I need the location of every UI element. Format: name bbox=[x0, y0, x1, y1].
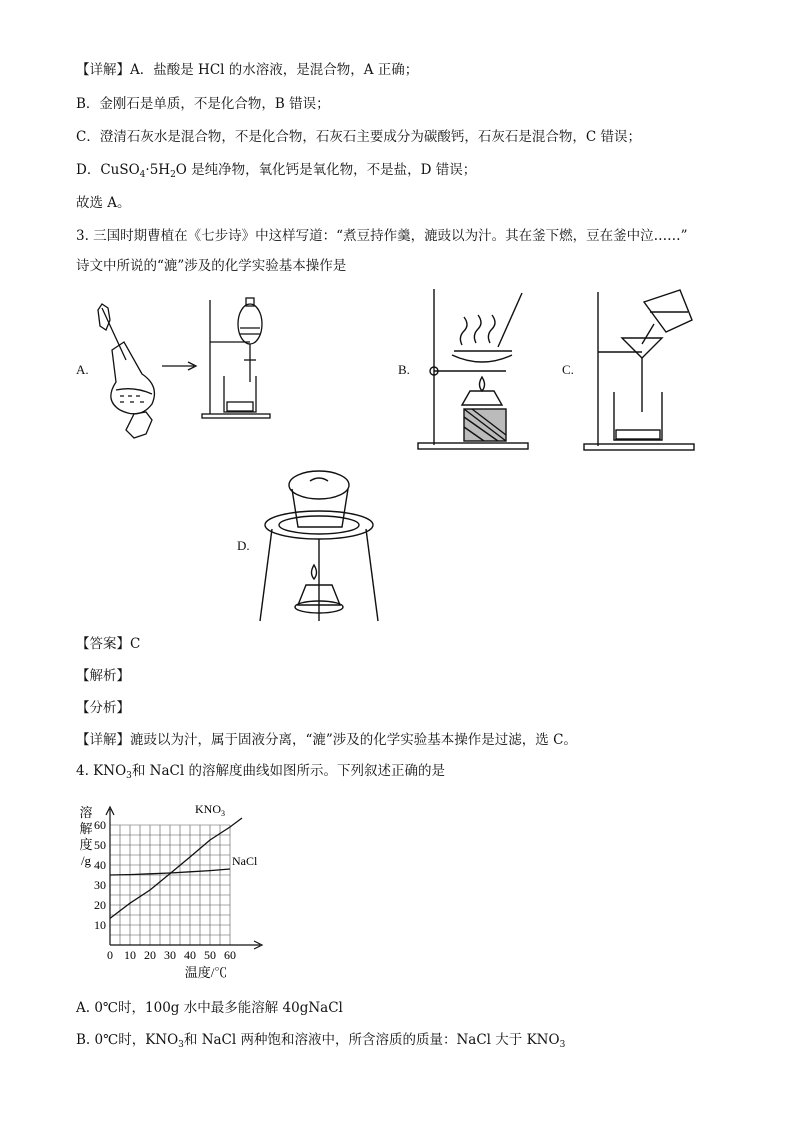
solubility-chart bbox=[70, 795, 290, 985]
q4-option-b bbox=[76, 1030, 565, 1055]
series-label-nacl: NaCl bbox=[232, 854, 258, 868]
option-d-figure bbox=[252, 455, 387, 630]
option-b-figure bbox=[412, 285, 542, 455]
d-option-text-c: O 是纯净物，氧化钙是氧化物，不是盐，D 错误； bbox=[175, 162, 477, 178]
q4-option-a: A. 0℃时，100g 水中最多能溶解 40gNaCl bbox=[76, 1000, 343, 1016]
option-a-figure bbox=[90, 290, 290, 455]
y-tick-label: 50 bbox=[94, 838, 106, 852]
option-a-label: A. bbox=[76, 362, 89, 377]
q3-stem-line-2: 诗文中所说的“漉”涉及的化学实验基本操作是 bbox=[76, 258, 347, 274]
d-option-text-b: ·5H bbox=[145, 162, 171, 178]
x-tick-label: 40 bbox=[184, 948, 196, 962]
series-label-kno3: $KNO_3$ bbox=[195, 802, 225, 818]
q3-fenxi: 【分析】 bbox=[76, 700, 130, 716]
q4-stem-sub: 3 bbox=[126, 771, 132, 781]
q4-stem-post: 和 NaCl 的溶解度曲线如图所示。下列叙述正确的是 bbox=[131, 763, 445, 779]
q3-stem-line-1: 3. 三国时期曹植在《七步诗》中这样写道：“煮豆持作羹，漉豉以为汁。其在釜下燃，豆在釜中泣……” bbox=[76, 228, 688, 244]
x-tick-label: 50 bbox=[204, 948, 216, 962]
y-axis-label-char: 溶 bbox=[79, 805, 93, 820]
y-axis-label-char: 度 bbox=[79, 837, 93, 852]
x-tick-label: 10 bbox=[124, 948, 136, 962]
detail-q2-line-3: C．澄清石灰水是混合物，不是化合物，石灰石主要成分为碳酸钙，石灰石是混合物，C 错误； bbox=[76, 129, 641, 145]
x-tick-label: 60 bbox=[224, 948, 236, 962]
y-tick-label: 60 bbox=[94, 818, 106, 832]
q3-analysis: 【解析】 bbox=[76, 668, 130, 684]
q4-option-b-sub2: 3 bbox=[559, 1040, 566, 1050]
q4-stem-pre: 4. KNO bbox=[76, 763, 127, 779]
q4-option-b-pre: B. 0℃时，KNO bbox=[76, 1032, 179, 1048]
x-axis-label: 温度/℃ bbox=[184, 965, 228, 980]
option-b-label: B. bbox=[398, 362, 410, 377]
d-subscript-4: 4 bbox=[139, 170, 146, 180]
y-tick-label: 10 bbox=[94, 918, 106, 932]
y-axis-label-char: /g bbox=[80, 853, 92, 868]
q4-option-b-mid: 和 NaCl 两种饱和溶液中，所含溶质的质量：NaCl 大于 KNO bbox=[183, 1032, 560, 1048]
y-axis-label-char: 解 bbox=[79, 821, 93, 836]
detail-q2-line-5: 故选 A。 bbox=[76, 195, 131, 211]
q3-answer: 【答案】C bbox=[76, 636, 141, 652]
q4-option-b-sub: 3 bbox=[178, 1040, 184, 1050]
q3-detail: 【详解】漉豉以为汁，属于固液分离，“漉”涉及的化学实验基本操作是过滤，选 C。 bbox=[76, 732, 577, 748]
d-option-text-a: D．CuSO bbox=[76, 162, 140, 178]
series-label-kno3-sub: 3 bbox=[221, 809, 225, 818]
x-tick-label: 0 bbox=[107, 948, 113, 962]
detail-q2-line-1: 【详解】A．盐酸是 HCl 的水溶液，是混合物，A 正确； bbox=[76, 62, 419, 78]
option-c-figure bbox=[580, 282, 720, 457]
y-tick-label: 40 bbox=[94, 858, 106, 872]
detail-q2-line-2: B．金刚石是单质，不是化合物，B 错误； bbox=[76, 96, 330, 112]
y-tick-label: 20 bbox=[94, 898, 106, 912]
d-subscript-2: 2 bbox=[170, 170, 176, 180]
x-tick-label: 30 bbox=[164, 948, 176, 962]
option-c-label: C. bbox=[562, 362, 574, 377]
y-tick-label: 30 bbox=[94, 878, 106, 892]
x-tick-label: 20 bbox=[144, 948, 156, 962]
option-d-label: D. bbox=[237, 538, 250, 553]
detail-q2-line-4 bbox=[76, 160, 476, 185]
q4-stem bbox=[76, 761, 445, 786]
